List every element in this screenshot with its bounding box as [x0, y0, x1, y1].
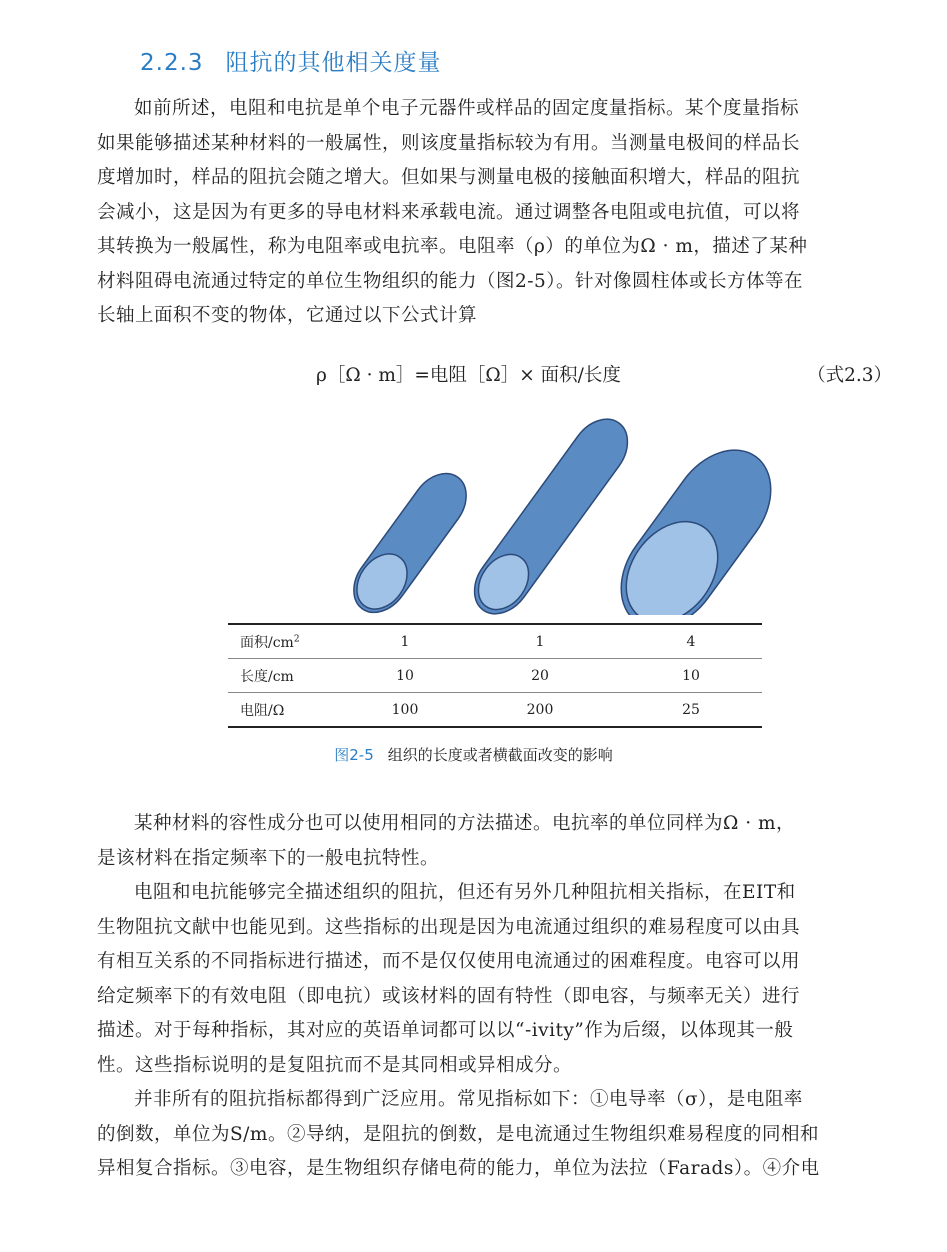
section-heading [140, 44, 442, 77]
text-line: 某种材料的容性成分也可以使用相同的方法描述。电抗率的单位同样为Ω · m， [134, 813, 796, 834]
cylinder-long-thin [468, 419, 627, 615]
paragraph-intro [97, 92, 892, 334]
table-row [228, 624, 762, 659]
table-cell: 20 [460, 659, 620, 693]
text-line: 是该材料在指定频率下的一般电抗特性。 [97, 847, 440, 869]
table-row [228, 693, 762, 728]
figure-table [228, 623, 762, 728]
table-cell: 1 [460, 624, 620, 659]
text-line: 电阻和电抗能够完全描述组织的阻抗，但还有另外几种阻抗相关指标，在EIT和 [134, 882, 796, 903]
equation-number: （式2.3） [807, 365, 892, 386]
table-cell: 25 [620, 693, 762, 728]
table-cell: 100 [350, 693, 460, 728]
row-label: 电阻/Ω [228, 693, 350, 728]
text-line: 有相互关系的不同指标进行描述，而不是仅仅使用电流通过的困难程度。电容可以用 [97, 951, 801, 972]
table-cell: 200 [460, 693, 620, 728]
formula: ρ［Ω · m］=电阻［Ω］× 面积/长度 [316, 365, 621, 386]
row-label: 长度/cm [228, 659, 350, 693]
text-line: 长轴上面积不变的物体，它通过以下公式计算 [97, 305, 478, 326]
text-line: 生物阻抗文献中也能见到。这些指标的出现是因为电流通过组织的难易程度可以由具 [97, 916, 801, 938]
cylinder-short-thin [347, 474, 467, 615]
text-line: 给定频率下的有效电阻（即电抗）或该材料的固有特性（即电容，与频率无关）进行 [97, 985, 801, 1007]
table-cell: 10 [620, 659, 762, 693]
text-line: 如前所述，电阻和电抗是单个电子元器件或样品的固定度量指标。某个度量指标 [134, 98, 800, 119]
paragraph-other-metrics [97, 876, 892, 1083]
text-line: 异相复合指标。③电容，是生物组织存储电荷的能力，单位为法拉（Farads）。④介电 [97, 1158, 820, 1179]
paragraph-capacitive [97, 807, 892, 876]
text-line: 性。这些指标说明的是复阻抗而不是其同相或异相成分。 [97, 1054, 573, 1076]
figure-number: 图2-5 [334, 746, 374, 764]
section-number: 2.2.3 [140, 50, 204, 76]
text-line: 的倒数，单位为S/m。②导纳，是阻抗的倒数，是电流通过生物组织难易程度的同相和 [97, 1123, 819, 1145]
text-line: 度增加时，样品的阻抗会随之增大。但如果与测量电极的接触面积增大，样品的阻抗 [97, 167, 801, 188]
table-cell: 10 [350, 659, 460, 693]
table-row [228, 659, 762, 693]
text-line: 其转换为一般属性，称为电阻率或电抗率。电阻率（ρ）的单位为Ω · m，描述了某种 [97, 236, 808, 257]
table-cell: 4 [620, 624, 762, 659]
paragraph-common-metrics [97, 1083, 892, 1187]
cylinder-short-thick [607, 450, 770, 615]
row-label: 面积$/cm^2$ [228, 624, 350, 659]
section-title: 阻抗的其他相关度量 [225, 50, 442, 76]
figure-caption [0, 744, 947, 765]
text-line: 如果能够描述某种材料的一般属性，则该度量指标较为有用。当测量电极间的样品长 [97, 132, 801, 154]
text-line: 并非所有的阻抗指标都得到广泛应用。常见指标如下：①电导率（σ），是电阻率 [134, 1089, 803, 1110]
cylinder-illustration [340, 415, 780, 615]
text-line: 会减小，这是因为有更多的导电材料来承载电流。通过调整各电阻或电抗值，可以将 [97, 201, 801, 223]
text-line: 描述。对于每种指标，其对应的英语单词都可以以“-ivity”作为后缀，以体现其一般 [97, 1020, 794, 1041]
table-cell: 1 [350, 624, 460, 659]
figure-caption-text: 组织的长度或者横截面改变的影响 [387, 746, 613, 764]
text-line: 材料阻碍电流通过特定的单位生物组织的能力（图2-5）。针对像圆柱体或长方体等在 [97, 270, 804, 292]
